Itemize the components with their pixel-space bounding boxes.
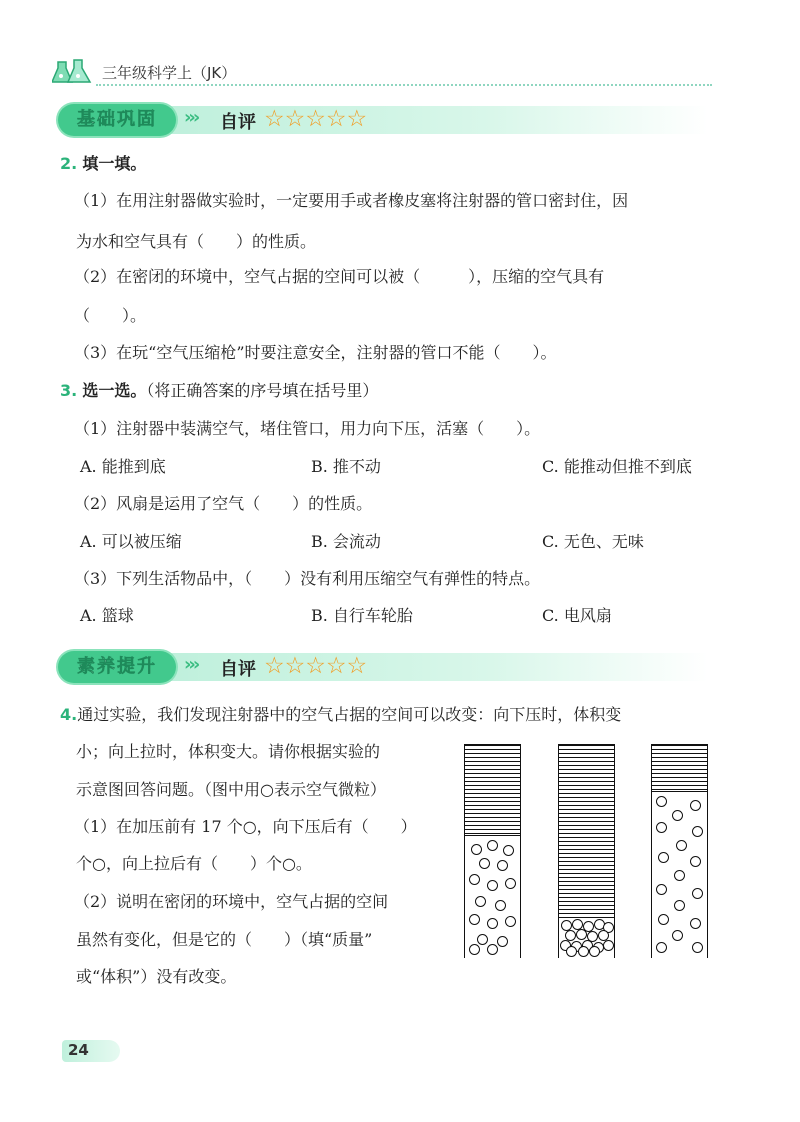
piston-hatch [465, 745, 520, 835]
rating-stars-icon[interactable]: ☆☆☆☆☆ [264, 653, 368, 679]
q4-line-3: 示意图回答问题。（图中用○表示空气微粒） [76, 780, 386, 799]
air-particle [603, 940, 614, 951]
q3-s2-option-b: B. 会流动 [311, 532, 381, 551]
q3-heading [60, 380, 378, 402]
q3-number: 3. [60, 381, 78, 400]
section-label: 基础巩固 [58, 104, 176, 136]
book-title: 三年级科学上（JK） [102, 64, 237, 82]
q2-line-1: （1）在用注射器做实验时，一定要用手或者橡皮塞将注射器的管口密封住，因 [74, 191, 629, 210]
page-header [52, 58, 712, 88]
q3-s3-option-c: C. 电风扇 [542, 606, 612, 625]
piston-hatch [559, 745, 614, 917]
piston-hatch [652, 745, 707, 791]
q2-line-2: 为水和空气具有（ ）的性质。 [76, 232, 317, 251]
air-particle [566, 946, 577, 957]
q3-s1-option-b: B. 推不动 [311, 457, 381, 476]
air-particle [503, 845, 514, 856]
section-label: 素养提升 [58, 651, 176, 683]
q4-line-6: （2）说明在密闭的环境中，空气占据的空间 [74, 892, 389, 911]
air-chamber [465, 835, 520, 958]
air-particle [469, 914, 480, 925]
air-particle [487, 840, 498, 851]
self-eval-label: 自评 [220, 112, 256, 133]
section-banner-basic [58, 104, 708, 136]
air-particle [578, 946, 589, 957]
air-particle [576, 929, 587, 940]
q3-s2-option-c: C. 无色、无味 [542, 532, 644, 551]
air-particle [477, 934, 488, 945]
air-particle [469, 874, 480, 885]
air-particle [656, 942, 667, 953]
air-particle [487, 944, 498, 955]
q4-line-5: 个○，向上拉后有（ ）个○。 [76, 854, 312, 873]
q3-note: （将正确答案的序号填在括号里） [146, 381, 379, 400]
q3-sub-3: （3）下列生活物品中，（ ）没有利用压缩空气有弹性的特点。 [74, 569, 541, 588]
q2-line-4: （ ）。 [74, 306, 147, 325]
air-particle [497, 936, 508, 947]
air-particle [676, 840, 687, 851]
air-particle [692, 888, 703, 899]
self-eval-label: 自评 [220, 659, 256, 680]
q2-heading [60, 153, 146, 175]
q2-number: 2. [60, 154, 78, 173]
air-particle [589, 946, 600, 957]
air-particle [692, 826, 703, 837]
air-particle [479, 858, 490, 869]
q3-s3-option-a: A. 篮球 [80, 606, 134, 625]
arrows-icon: ››› [184, 107, 198, 128]
syringe-before [464, 744, 521, 958]
air-particle [487, 880, 498, 891]
air-particle [475, 896, 486, 907]
air-particle [497, 860, 508, 871]
q3-s3-option-b: B. 自行车轮胎 [311, 606, 413, 625]
q4-line-7: 虽然有变化，但是它的（ ）（填“质量” [76, 930, 373, 949]
air-chamber [559, 917, 614, 958]
q4-line-4: （1）在加压前有 17 个○，向下压后有（ ） [74, 817, 417, 836]
air-particle [690, 800, 701, 811]
air-particle [505, 916, 516, 927]
page-number: 24 [68, 1041, 89, 1059]
q2-title: 填一填。 [82, 154, 147, 173]
syringe-pulled [651, 744, 708, 958]
q3-sub-1: （1）注射器中装满空气，堵住管口，用力向下压，活塞（ ）。 [74, 419, 541, 438]
syringe-pressed [558, 744, 615, 958]
q3-s2-option-a: A. 可以被压缩 [80, 532, 182, 551]
q4-line-8: 或“体积”）没有改变。 [76, 967, 237, 986]
air-particle [656, 884, 667, 895]
air-particle [656, 822, 667, 833]
page-number-badge [62, 1040, 120, 1062]
q3-s1-option-c: C. 能推动但推不到底 [542, 457, 692, 476]
q3-s1-option-a: A. 能推到底 [80, 457, 166, 476]
section-banner-advanced [58, 651, 708, 683]
air-chamber [652, 791, 707, 958]
q2-line-5: （3）在玩“空气压缩枪”时要注意安全，注射器的管口不能（ ）。 [74, 343, 557, 362]
q4-line-1 [60, 704, 621, 726]
air-particle [672, 810, 683, 821]
air-particle [656, 796, 667, 807]
header-divider [96, 84, 712, 86]
air-particle [658, 852, 669, 863]
air-particle [690, 918, 701, 929]
flask-logo-icon [52, 58, 98, 86]
air-particle [471, 844, 482, 855]
air-particle [692, 942, 703, 953]
q3-title: 选一选。 [82, 381, 147, 400]
arrows-icon: ››› [184, 654, 198, 675]
q2-line-3: （2）在密闭的环境中，空气占据的空间可以被（ ），压缩的空气具有 [74, 267, 605, 286]
q4-text-1: 通过实验，我们发现注射器中的空气占据的空间可以改变：向下压时，体积变 [77, 705, 622, 724]
air-particle [495, 900, 506, 911]
air-particle [658, 914, 669, 925]
q4-number: 4. [60, 705, 78, 724]
air-particle [690, 856, 701, 867]
air-particle [505, 878, 516, 889]
rating-stars-icon[interactable]: ☆☆☆☆☆ [264, 106, 368, 132]
q4-line-2: 小；向上拉时，体积变大。请你根据实验的 [76, 742, 381, 761]
air-particle [487, 918, 498, 929]
q3-sub-2: （2）风扇是运用了空气（ ）的性质。 [74, 494, 373, 513]
air-particle [672, 930, 683, 941]
air-particle [469, 944, 480, 955]
air-particle [674, 900, 685, 911]
air-particle [674, 870, 685, 881]
